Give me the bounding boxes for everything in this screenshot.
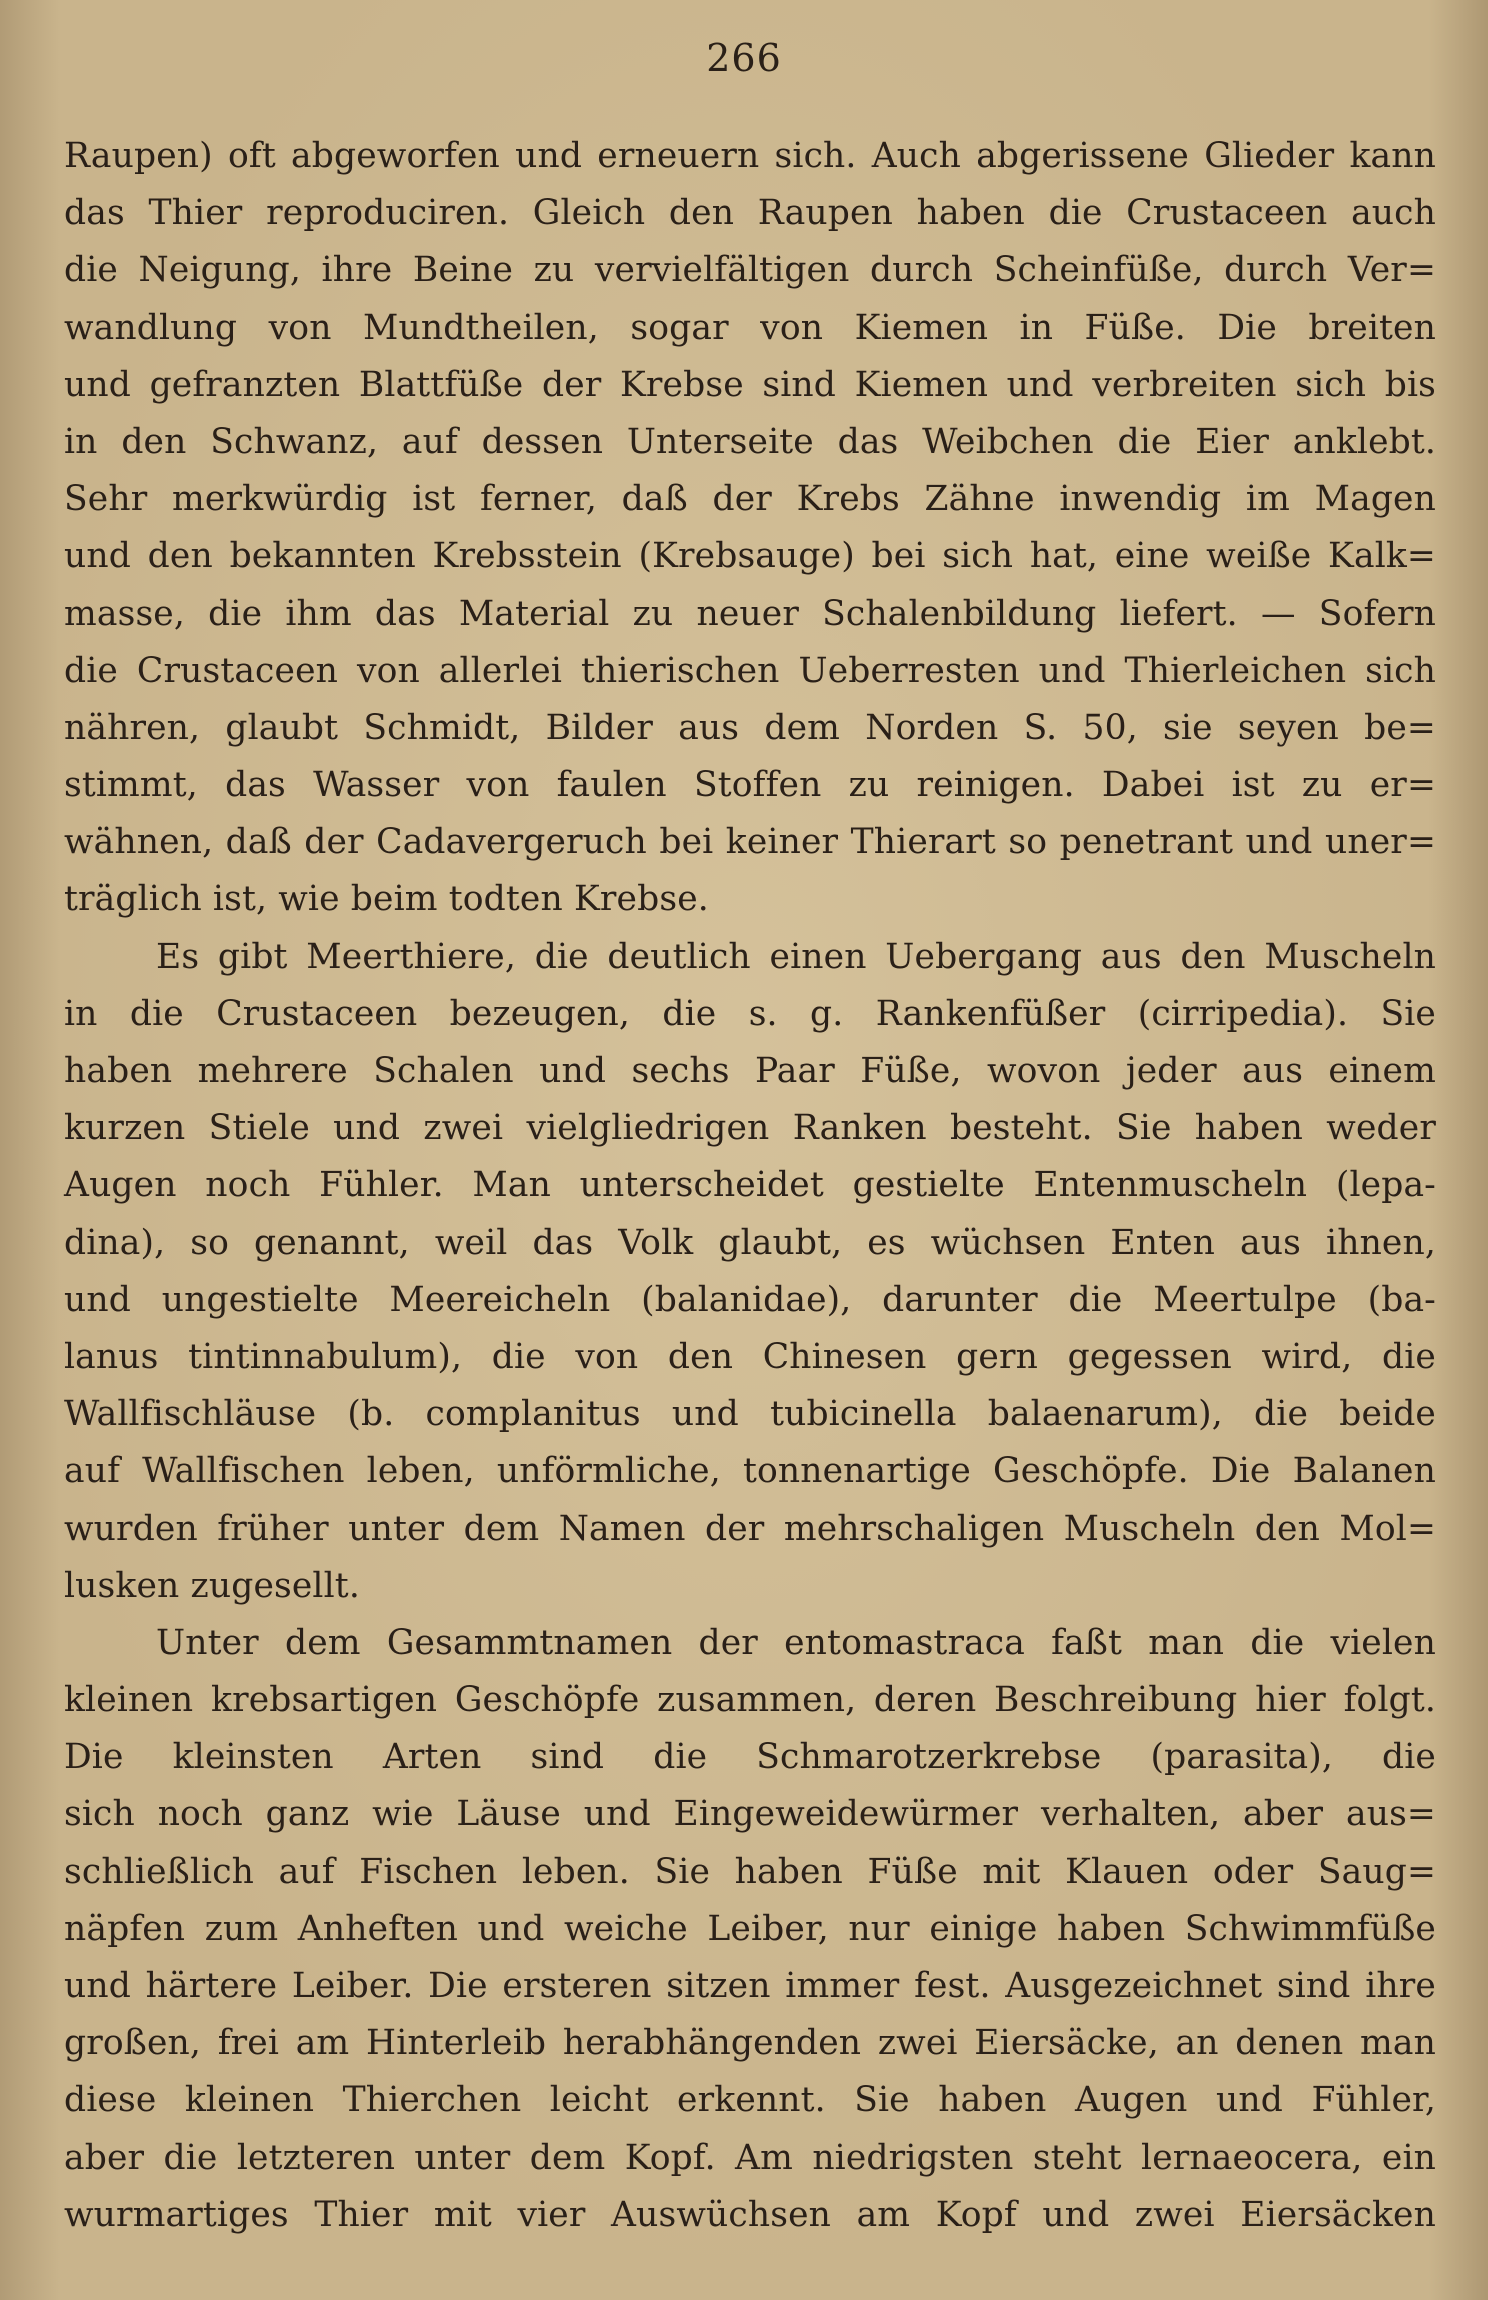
text-line: und den bekannten Krebsstein (Krebsauge) bei sich hat, eine weiße Kalk= [64,536,1436,577]
text-line: schließlich auf Fischen leben. Sie haben Füße mit Klauen oder Saug= [64,1851,1436,1892]
text-line: Es gibt Meerthiere, die deutlich einen Uebergang aus den Muscheln [156,936,1436,977]
text-line: großen, frei am Hinterleib herabhängenden zwei Eiersäcke, an denen man [64,2023,1436,2064]
text-line: Sehr merkwürdig ist ferner, daß der Krebs Zähne inwendig im Magen [64,479,1436,520]
text-line: lanus tintinnabulum), die von den Chinesen gern gegessen wird, die [64,1336,1436,1377]
text-body [64,128,1436,2244]
text-line: diese kleinen Thierchen leicht erkennt. Sie haben Augen und Fühler, [64,2080,1436,2121]
text-line: die Neigung, ihre Beine zu vervielfältigen durch Scheinfüße, durch Ver= [64,250,1436,291]
text-line: aber die letzteren unter dem Kopf. Am niedrigsten steht lernaeocera, ein [64,2137,1436,2178]
text-line: wähnen, daß der Cadavergeruch bei keiner Thierart so penetrant und uner= [64,822,1436,863]
text-line: auf Wallfischen leben, unförmliche, tonnenartige Geschöpfe. Die Balanen [64,1451,1436,1492]
text-line: träglich ist, wie beim todten Krebse. [64,879,709,920]
text-line: in die Crustaceen bezeugen, die s. g. Rankenfüßer (cirripedia). Sie [64,993,1436,1034]
text-line: dina), so genannt, weil das Volk glaubt, es wüchsen Enten aus ihnen, [64,1222,1436,1263]
text-line: näpfen zum Anheften und weiche Leiber, nur einige haben Schwimmfüße [64,1908,1436,1949]
text-line: Wallfischläuse (b. complanitus und tubicinella balaenarum), die beide [64,1394,1436,1435]
text-line: wandlung von Mundtheilen, sogar von Kiemen in Füße. Die breiten [64,307,1436,348]
text-line: sich noch ganz wie Läuse und Eingeweidewürmer verhalten, aber aus= [64,1794,1436,1835]
text-line: nähren, glaubt Schmidt, Bilder aus dem Norden S. 50, sie seyen be= [64,707,1436,748]
text-line: das Thier reproduciren. Gleich den Raupen haben die Crustaceen auch [64,193,1436,234]
text-line: haben mehrere Schalen und sechs Paar Füße, wovon jeder aus einem [64,1051,1436,1091]
text-line: wurden früher unter dem Namen der mehrschaligen Muscheln den Mol= [64,1508,1436,1549]
text-line: und härtere Leiber. Die ersteren sitzen immer fest. Ausgezeichnet sind ihre [64,1966,1436,2006]
page-number: 266 [706,36,782,80]
text-line: Raupen) oft abgeworfen und erneuern sich. Auch abgerissene Glieder kann [64,136,1436,176]
text-line: masse, die ihm das Material zu neuer Schalenbildung liefert. — Sofern [64,593,1436,634]
text-line: Unter dem Gesammtnamen der entomastraca faßt man die vielen [156,1622,1436,1663]
text-line: Augen noch Fühler. Man unterscheidet gestielte Entenmuscheln (lepa- [64,1165,1436,1206]
text-line: die Crustaceen von allerlei thierischen Ueberresten und Thierleichen sich [64,650,1436,691]
text-line: lusken zugesellt. [64,1565,360,1606]
text-line: und gefranzten Blattfüße der Krebse sind Kiemen und verbreiten sich bis [64,364,1436,405]
text-line: kurzen Stiele und zwei vielgliedrigen Ranken besteht. Sie haben weder [64,1108,1436,1149]
text-line: stimmt, das Wasser von faulen Stoffen zu reinigen. Dabei ist zu er= [64,765,1436,806]
text-line: kleinen krebsartigen Geschöpfe zusammen, deren Beschreibung hier folgt. [64,1680,1436,1721]
text-line: in den Schwanz, auf dessen Unterseite das Weibchen die Eier anklebt. [64,421,1436,462]
text-line: Die kleinsten Arten sind die Schmarotzerkrebse (parasita), die [64,1737,1436,1778]
text-line: und ungestielte Meereicheln (balanidae), darunter die Meertulpe (ba- [64,1279,1436,1320]
text-line: wurmartiges Thier mit vier Auswüchsen am Kopf und zwei Eiersäcken [64,2194,1436,2235]
